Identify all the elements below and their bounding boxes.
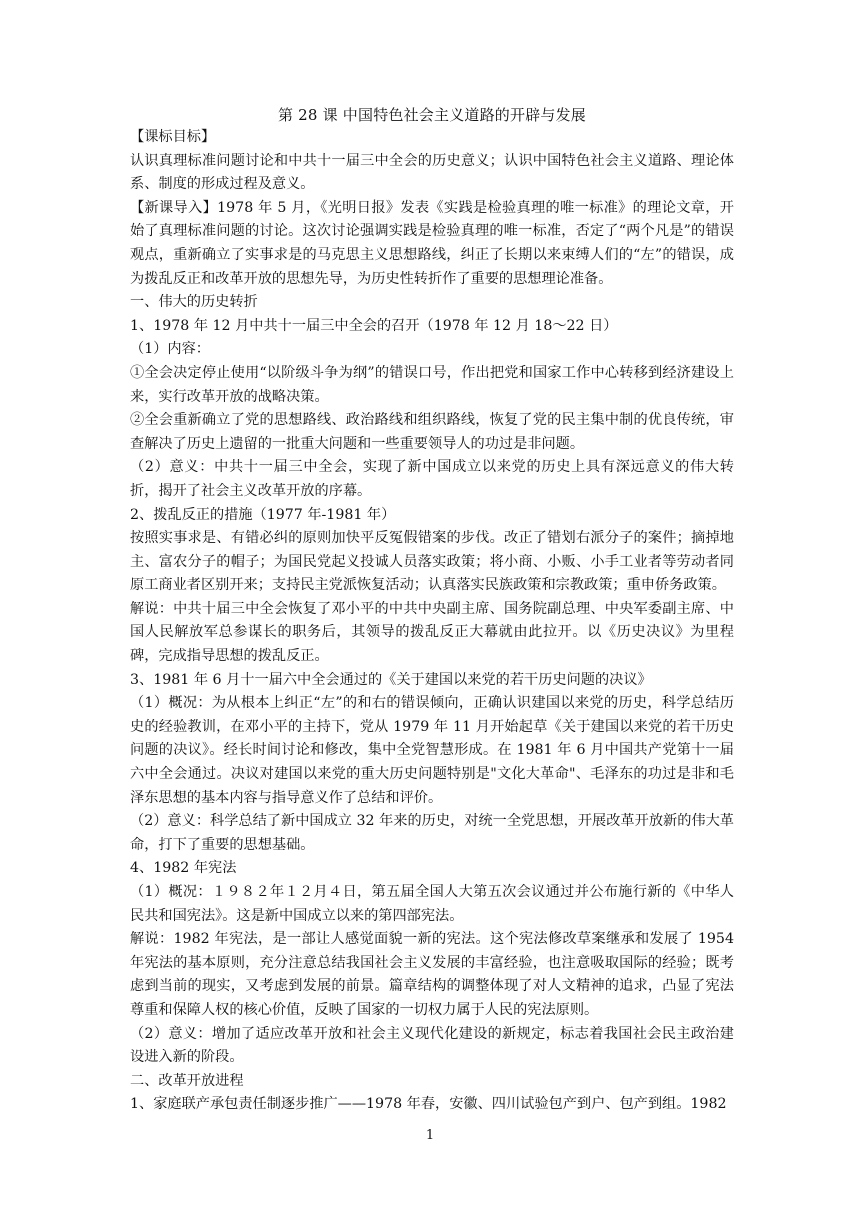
subheading: 3、1981 年 6 月十一届六中全会通过的《关于建国以来党的若干历史问题的决议》 (130, 671, 652, 688)
paragraph: （2）意义：科学总结了新中国成立 32 年来的历史，对统一全党思想，开展改革开放新的伟大革命，打下了重要的思想基础。 (130, 813, 734, 853)
paragraph: 认识真理标准问题讨论和中共十一届三中全会的历史意义；认识中国特色社会主义道路、理论体系、制度的形成过程及意义。 (130, 152, 734, 193)
subheading: 4、1982 年宪法 (130, 860, 237, 877)
heading-part-two: 二、改革开放进程 (130, 1072, 244, 1089)
subheading: 1、1978 年 12 月中共十一届三中全会的召开（1978 年 12 月 18～22 日） (130, 317, 618, 334)
subheading: 2、拨乱反正的措施（1977 年-1981 年） (130, 506, 396, 523)
paragraph: （2）意义：中共十一届三中全会，实现了新中国成立以来党的历史上具有深远意义的伟大转折，揭开了社会主义改革开放的序幕。 (130, 459, 734, 499)
paragraph: （1）内容： (130, 341, 210, 358)
heading-part-one: 一、伟大的历史转折 (130, 294, 258, 311)
paragraph: 按照实事求是、有错必纠的原则加快平反冤假错案的步伐。改正了错划右派分子的案件；摘掉地主、富农分子的帽子；为国民党起义投诚人员落实政策；将小商、小贩、小手工业者等劳动者同原工商业者区别开来；支持民主党派恢复活动；认真落实民族政策和宗教政策；重申侨务政策。 (130, 530, 734, 594)
paragraph: 1、家庭联产承包责任制逐步推广——1978 年春，安徽、四川试验包产到户、包产到组。1982 (130, 1096, 727, 1113)
paragraph: ①全会决定停止使用“以阶级斗争为纲”的错误口号，作出把党和国家工作中心转移到经济建设上来，实行改革开放的战略决策。 (130, 364, 734, 405)
paragraph: ②全会重新确立了党的思想路线、政治路线和组织路线，恢复了党的民主集中制的优良传统，审查解决了历史上遗留的一批重大问题和一些重要领导人的功过是非问题。 (130, 412, 734, 452)
page-number: 1 (425, 1128, 435, 1143)
paragraph: （2）意义：增加了适应改革开放和社会主义现代化建设的新规定，标志着我国社会民主政治建设进入新的阶段。 (130, 1025, 734, 1066)
paragraph: （1）概况：１９８２年１２月４日，第五届全国人大第五次会议通过并公布施行新的《中华人民共和国宪法》。这是新中国成立以来的第四部宪法。 (130, 884, 734, 924)
paragraph: 解说：1982 年宪法，是一部让人感觉面貌一新的宪法。这个宪法修改草案继承和发展了 1954 年宪法的基本原则，充分注意总结我国社会主义发展的丰富经验，也注意吸取国际的经验；既考虑到当前的现实，又考虑到发展的前景。篇章结构的调整体现了对人文精神的追求，凸显了宪法尊重和保障人权的核心价值，反映了国家的一切权力属于人民的宪法原则。 (130, 931, 734, 1018)
section-label-standards: 【课标目标】 (130, 129, 216, 145)
paragraph: 解说：中共十届三中全会恢复了邓小平的中共中央副主席、国务院副总理、中央军委副主席、中国人民解放军总参谋长的职务后，其领导的拨乱反正大幕就由此拉开。以《历史决议》为里程碑，完成指导思想的拨乱反正。 (130, 600, 734, 665)
lesson-title: 第 28 课 中国特色社会主义道路的开辟与发展 (278, 106, 586, 124)
paragraph: （1）概况：为从根本上纠正“左”的和右的错误倾向，正确认识建国以来党的历史，科学总结历史的经验教训，在邓小平的主持下，党从 1979 年 11 月开始起草《关于建国以来党的若干历史问题的决议》。经长时间讨论和修改，集中全党智慧形成。在 1981 年 6 月中国共产党第十一届六中全会通过。决议对建国以来党的重大历史问题特别是"文化大革命"、毛泽东的功过是非和毛泽东思想的基本内容与指导意义作了总结和评价。 (130, 695, 734, 806)
document-page (130, 104, 734, 1117)
paragraph-intro: 【新课导入】1978 年 5 月，《光明日报》发表《实践是检验真理的唯一标准》的理论文章，开始了真理标准问题的讨论。这次讨论强调实践是检验真理的唯一标准，否定了“两个凡是”的错误观点，重新确立了实事求是的马克思主义思想路线，纠正了长期以来束缚人们的“左”的错误，成为拨乱反正和改革开放的思想先导，为历史性转折作了重要的思想理论准备。 (130, 199, 734, 287)
